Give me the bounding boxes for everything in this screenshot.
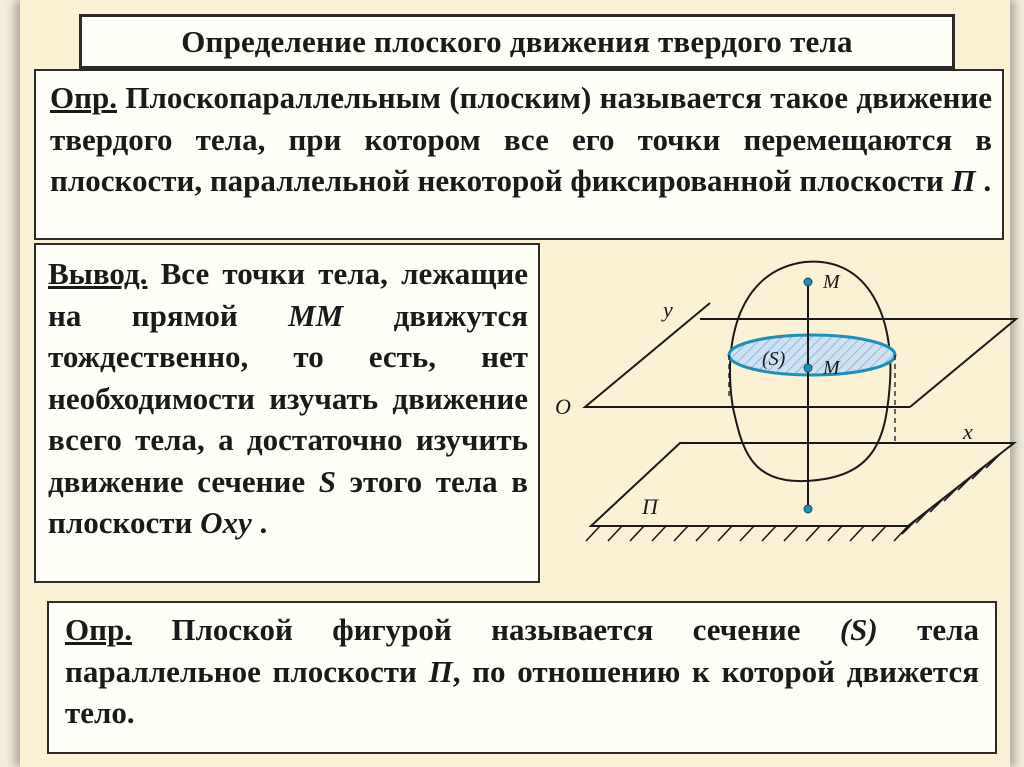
conclusion-text — [48, 253, 528, 544]
definition-1-label: Опр. — [50, 80, 117, 115]
definition-1-body: Плоскопараллельным (плоским) называется такое движение твердого тела, при котором все его точки перемещаются в плоскости, параллельной некоторой фиксированной плоскости — [50, 80, 992, 198]
conclusion-label: Вывод. — [48, 256, 148, 291]
point-m-top — [804, 278, 812, 286]
definition-1-end: . — [975, 163, 992, 198]
definition-box-1 — [34, 69, 1004, 240]
definition-box-2 — [47, 601, 997, 754]
mm-symbol: ММ — [288, 297, 344, 333]
label-o: O — [555, 394, 571, 419]
label-y: y — [663, 297, 673, 322]
conclusion-body-1: Все точки тела, лежащие на прямой — [48, 256, 528, 333]
point-m-bottom — [804, 505, 812, 513]
label-s: (S) — [762, 348, 786, 370]
conclusion-body-2: движутся тождественно, то есть, нет необходимости изучать движение всего тела, а достаточно изучить движение сечение — [48, 297, 528, 499]
definition-2-text — [65, 609, 979, 734]
page-title: Определение плоского движения твердого тела — [181, 24, 853, 59]
oxy-symbol: Oxy — [200, 505, 252, 540]
definition-2-body-2: тела параллельное плоскости — [65, 612, 979, 689]
plane-symbol: П — [951, 163, 976, 198]
rigid-body-diagram — [540, 240, 1024, 600]
conclusion-body-3: этого тела в плоскости — [48, 463, 529, 540]
label-plane: П — [642, 494, 658, 519]
conclusion-end: . — [251, 505, 268, 540]
definition-2-label: Опр. — [65, 612, 132, 647]
definition-1-text — [50, 77, 992, 202]
plane-symbol-2: П — [428, 653, 453, 689]
label-x: x — [963, 419, 973, 444]
conclusion-box — [34, 243, 540, 583]
point-m-mid — [804, 364, 812, 372]
definition-2-body-1: Плоской фигурой называется сечение — [131, 612, 840, 647]
definition-2-end: , по отношению к которой движется тело. — [65, 653, 979, 730]
label-m-mid: M — [823, 357, 840, 379]
s-symbol: S — [318, 463, 336, 499]
label-m-top: M — [823, 271, 840, 293]
title-box — [79, 14, 955, 69]
section-symbol: (S) — [839, 612, 878, 647]
